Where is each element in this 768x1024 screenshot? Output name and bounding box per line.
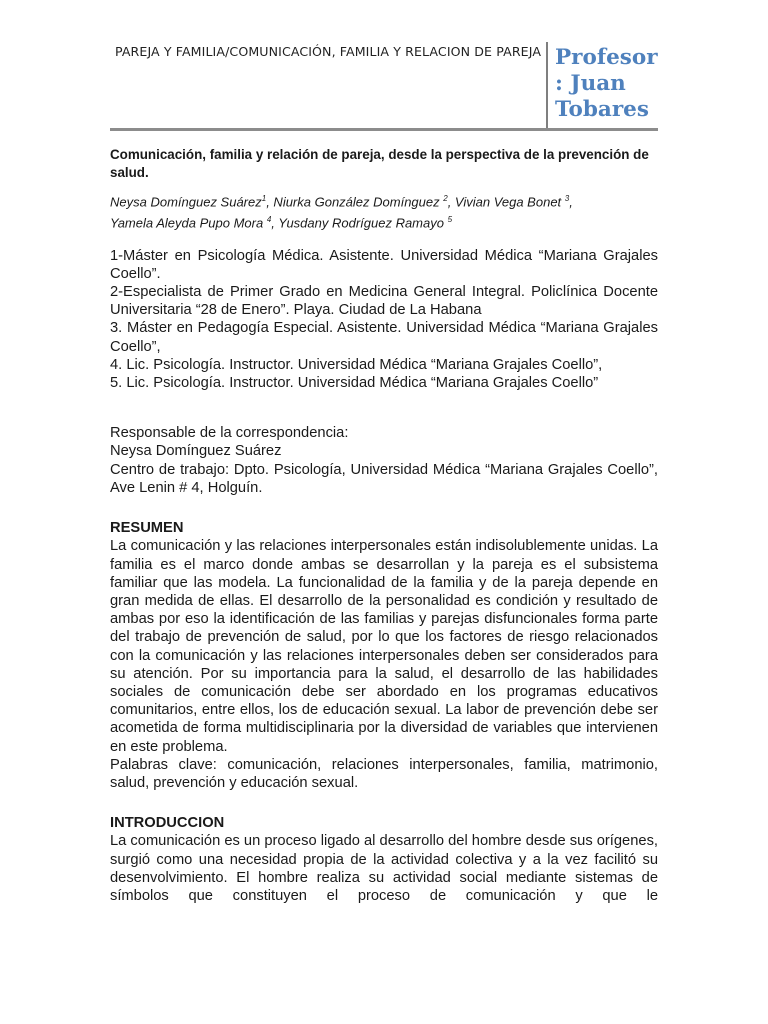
author-superscript: 3: [564, 194, 570, 203]
author-list: [110, 190, 658, 233]
author-name: Neysa Domínguez Suárez: [110, 194, 262, 210]
abstract-body: La comunicación y las relaciones interpersonales están indisolublemente unidas. La familia es el marco donde ambas se desarrollan y la pareja es el subsistema familiar que las modela. La funcionalidad de la familia y de la pareja depende en gran medida de ellas. El desarrollo de la personalidad es condición y resultado de ambas por eso la identificación de las familias y parejas disfuncionales forma parte del trabajo de prevención de salud, por lo que los factores de riesgo relacionados con la comunicación y las relaciones interpersonales deben ser considerados para su atención. Por su importancia para la salud, el desarrollo de las habilidades sociales de comunicación debe ser abordado en los programas educativos comunitarios, entre ellos, los de educación sexual. La labor de prevención debe ser acometida de forma multidisciplinaria por la diversidad de variables que intervienen en este problema.: [110, 538, 658, 755]
author-separator: ,: [569, 194, 573, 210]
affiliation-item: 1-Máster en Psicología Médica. Asistente. Universidad Médica “Mariana Grajales Coello”.: [110, 247, 658, 282]
author-name: Yamela Aleyda Pupo Mora: [110, 215, 267, 231]
header-professor-block: [555, 45, 675, 123]
correspondence-workplace: Centro de trabajo: Dpto. Psicología, Universidad Médica “Mariana Grajales Coello”, Ave Lenin # 4, Holguín.: [110, 461, 658, 496]
header-vertical-divider: [546, 42, 548, 130]
affiliation-item: 5. Lic. Psicología. Instructor. Universidad Médica “Mariana Grajales Coello”: [110, 375, 599, 392]
abstract-heading: RESUMEN: [110, 520, 184, 537]
keywords: Palabras clave: comunicación, relaciones interpersonales, familia, matrimonio, salud, prevención y educación sexual.: [110, 756, 658, 791]
professor-line-1: Profesor: [555, 45, 658, 70]
author-name: , Vivian Vega Bonet: [447, 194, 565, 210]
introduction-section: [110, 814, 658, 905]
affiliation-item: 4. Lic. Psicología. Instructor. Universidad Médica “Mariana Grajales Coello”,: [110, 356, 603, 373]
article-body: [110, 146, 658, 905]
correspondence-block: [110, 424, 658, 497]
author-superscript: 4: [266, 215, 272, 225]
introduction-heading: INTRODUCCION: [110, 815, 225, 832]
affiliation-item: 2-Especialista de Primer Grado en Medicina General Integral. Policlínica Docente Universitaria “28 de Enero”. Playa. Ciudad de La Habana: [110, 284, 658, 319]
affiliations-list: [110, 247, 658, 393]
author-name: , Niurka González Domínguez: [266, 194, 444, 210]
professor-line-2: : Juan: [555, 71, 626, 96]
correspondence-label: Responsable de la correspondencia:: [110, 425, 349, 442]
author-superscript: 2: [443, 194, 448, 203]
introduction-body: La comunicación es un proceso ligado al desarrollo del hombre desde sus orígenes, surgió como una necesidad propia de la actividad colectiva y a la vez facilitó su desenvolvimiento. El hombre realiza su actividad social mediante sistemas de símbolos que constituyen el proceso de comunicación y que le: [110, 833, 658, 904]
article-title: Comunicación, familia y relación de pareja, desde la perspectiva de la prevención de salud.: [110, 147, 649, 180]
professor-line-3: Tobares: [555, 97, 649, 122]
correspondence-name: Neysa Domínguez Suárez: [110, 443, 282, 460]
running-header-title: PAREJA Y FAMILIA/COMUNICACIÓN, FAMILIA Y RELACION DE PAREJA: [114, 44, 542, 59]
header-horizontal-rule: [110, 128, 658, 131]
author-superscript: 5: [447, 215, 453, 225]
abstract-section: [110, 519, 658, 792]
author-name: , Yusdany Rodríguez Ramayo: [271, 215, 448, 231]
affiliation-item: 3. Máster en Pedagogía Especial. Asistente. Universidad Médica “Mariana Grajales Coello”,: [110, 320, 658, 355]
author-superscript: 1: [261, 194, 267, 203]
